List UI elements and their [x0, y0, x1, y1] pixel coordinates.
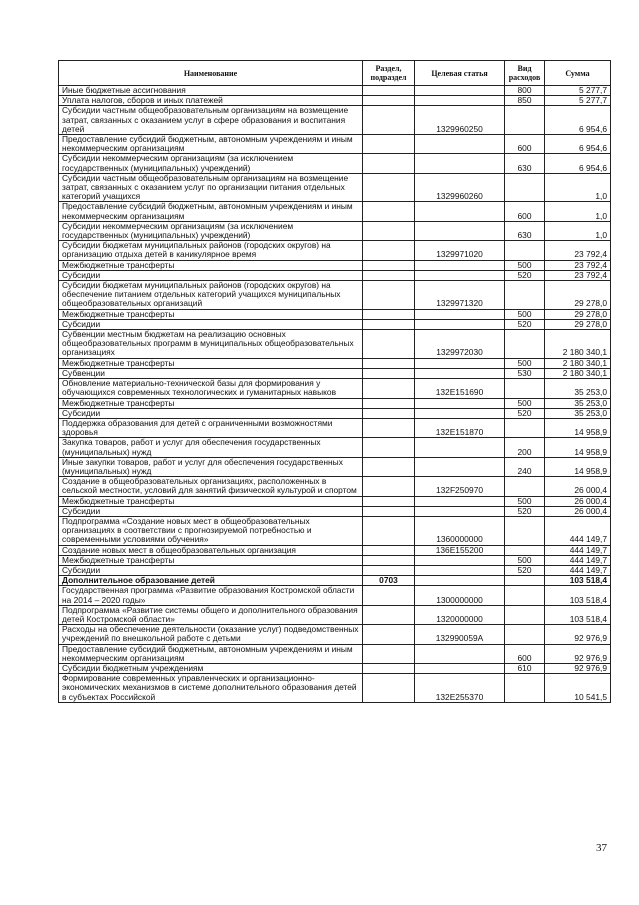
row-section — [363, 644, 415, 663]
table-body — [59, 86, 611, 703]
table-row — [59, 644, 611, 663]
header-sum: Сумма — [545, 61, 611, 86]
row-section — [363, 477, 415, 496]
row-sum: 23 792,4 — [545, 241, 611, 260]
row-expense-type: 240 — [505, 457, 545, 476]
row-name: Субсидии — [59, 319, 363, 329]
row-target-article: 1329960260 — [415, 173, 505, 202]
row-target-article: 1300000000 — [415, 586, 505, 605]
table-row — [59, 516, 611, 545]
row-expense-type: 600 — [505, 202, 545, 221]
row-expense-type: 600 — [505, 135, 545, 154]
table-row — [59, 625, 611, 644]
row-section — [363, 663, 415, 673]
row-expense-type: 500 — [505, 260, 545, 270]
row-expense-type — [505, 106, 545, 135]
row-section — [363, 418, 415, 437]
row-expense-type: 520 — [505, 319, 545, 329]
row-section — [363, 86, 415, 96]
row-expense-type — [505, 605, 545, 624]
row-target-article — [415, 663, 505, 673]
table-row — [59, 674, 611, 703]
table-row — [59, 506, 611, 516]
row-target-article — [415, 86, 505, 96]
row-sum: 1,0 — [545, 202, 611, 221]
row-name: Создание в общеобразовательных организациях, расположенных в сельской местности, условий для занятий физической культурой и спортом — [59, 477, 363, 496]
table-row — [59, 408, 611, 418]
table-row — [59, 368, 611, 378]
row-name: Закупка товаров, работ и услуг для обеспечения государственных (муниципальных) нужд — [59, 438, 363, 457]
row-sum: 23 792,4 — [545, 270, 611, 280]
row-expense-type: 500 — [505, 309, 545, 319]
table-row — [59, 281, 611, 310]
row-target-article — [415, 576, 505, 586]
header-name: Наименование — [59, 61, 363, 86]
row-section — [363, 496, 415, 506]
table-row — [59, 96, 611, 106]
row-section — [363, 555, 415, 565]
row-target-article: 1329960250 — [415, 106, 505, 135]
row-name: Межбюджетные трансферты — [59, 260, 363, 270]
row-sum: 10 541,5 — [545, 674, 611, 703]
row-name: Расходы на обеспечение деятельности (оказание услуг) подведомственных учреждений по внешкольной работе с детьми — [59, 625, 363, 644]
row-expense-type — [505, 586, 545, 605]
table-row — [59, 173, 611, 202]
row-sum: 35 253,0 — [545, 379, 611, 398]
row-section — [363, 379, 415, 398]
row-expense-type — [505, 576, 545, 586]
row-expense-type — [505, 418, 545, 437]
table-row — [59, 496, 611, 506]
row-target-article — [415, 221, 505, 240]
row-name: Субсидии бюджетам муниципальных районов (городских округов) на обеспечение питанием отдельных категорий учащихся муниципальных общеобразовательных организаций — [59, 281, 363, 310]
table-row — [59, 309, 611, 319]
row-name: Дополнительное образование детей — [59, 576, 363, 586]
row-target-article — [415, 135, 505, 154]
row-section — [363, 270, 415, 280]
row-section — [363, 398, 415, 408]
row-expense-type: 600 — [505, 644, 545, 663]
row-sum: 35 253,0 — [545, 408, 611, 418]
row-sum: 103 518,4 — [545, 605, 611, 624]
row-section — [363, 545, 415, 555]
row-name: Предоставление субсидий бюджетным, автономным учреждениям и иным некоммерческим организациям — [59, 202, 363, 221]
row-name: Подпрограмма «Создание новых мест в общеобразовательных организациях в соответствии с прогнозируемой потребностью и современными условиями обучения» — [59, 516, 363, 545]
row-section — [363, 281, 415, 310]
row-section — [363, 565, 415, 575]
row-expense-type: 630 — [505, 221, 545, 240]
row-sum: 444 149,7 — [545, 565, 611, 575]
row-name: Формирование современных управленческих и организационно-экономических механизмов в системе дополнительного образования детей в субъектах Российской — [59, 674, 363, 703]
row-target-article: 132990059A — [415, 625, 505, 644]
table-row — [59, 135, 611, 154]
row-target-article — [415, 565, 505, 575]
row-sum: 103 518,4 — [545, 586, 611, 605]
row-target-article — [415, 309, 505, 319]
row-section — [363, 674, 415, 703]
table-row — [59, 398, 611, 408]
table-row — [59, 221, 611, 240]
row-target-article — [415, 496, 505, 506]
row-name: Межбюджетные трансферты — [59, 398, 363, 408]
row-section — [363, 221, 415, 240]
row-section — [363, 408, 415, 418]
row-expense-type — [505, 281, 545, 310]
table-row — [59, 586, 611, 605]
row-expense-type — [505, 241, 545, 260]
budget-table — [58, 60, 611, 703]
row-name: Обновление материально-технической базы для формирования у обучающихся современных технологических и гуманитарных навыков — [59, 379, 363, 398]
row-target-article — [415, 154, 505, 173]
row-sum: 103 518,4 — [545, 576, 611, 586]
row-expense-type: 500 — [505, 358, 545, 368]
row-sum: 6 954,6 — [545, 106, 611, 135]
table-row — [59, 154, 611, 173]
row-name: Субсидии бюджетным учреждениям — [59, 663, 363, 673]
row-expense-type: 530 — [505, 368, 545, 378]
page-number: 37 — [596, 842, 607, 854]
row-target-article — [415, 260, 505, 270]
row-sum: 29 278,0 — [545, 309, 611, 319]
row-name: Субсидии частным общеобразовательным организациям на возмещение затрат, связанных с оказанием услуг по организации питания отдельных категорий учащихся — [59, 173, 363, 202]
row-sum: 2 180 340,1 — [545, 368, 611, 378]
row-target-article — [415, 438, 505, 457]
row-sum: 26 000,4 — [545, 496, 611, 506]
row-expense-type — [505, 173, 545, 202]
row-name: Межбюджетные трансферты — [59, 358, 363, 368]
row-sum: 26 000,4 — [545, 506, 611, 516]
row-name: Субсидии — [59, 408, 363, 418]
row-expense-type — [505, 477, 545, 496]
row-target-article — [415, 270, 505, 280]
row-sum: 444 149,7 — [545, 545, 611, 555]
row-expense-type: 850 — [505, 96, 545, 106]
header-target-article: Целевая статья — [415, 61, 505, 86]
row-name: Субвенции местным бюджетам на реализацию основных общеобразовательных программ в муниципальных общеобразовательных организациях — [59, 330, 363, 359]
row-name: Субсидии — [59, 506, 363, 516]
table-header-row — [59, 61, 611, 86]
row-section — [363, 438, 415, 457]
row-target-article: 1329972030 — [415, 330, 505, 359]
row-name: Предоставление субсидий бюджетным, автономным учреждениям и иным некоммерческим организациям — [59, 135, 363, 154]
row-section — [363, 625, 415, 644]
table-row — [59, 241, 611, 260]
row-section — [363, 106, 415, 135]
row-name: Субсидии некоммерческим организациям (за исключением государственных (муниципальных) учреждений) — [59, 154, 363, 173]
row-section — [363, 135, 415, 154]
row-expense-type: 630 — [505, 154, 545, 173]
header-expense-type: Вид расходов — [505, 61, 545, 86]
row-target-article: 132E151870 — [415, 418, 505, 437]
row-name: Поддержка образования для детей с ограниченными возможностями здоровья — [59, 418, 363, 437]
table-row — [59, 86, 611, 96]
row-name: Уплата налогов, сборов и иных платежей — [59, 96, 363, 106]
row-expense-type: 520 — [505, 270, 545, 280]
table-row — [59, 477, 611, 496]
row-sum: 2 180 340,1 — [545, 330, 611, 359]
row-name: Иные закупки товаров, работ и услуг для обеспечения государственных (муниципальных) нужд — [59, 457, 363, 476]
table-row — [59, 106, 611, 135]
row-target-article — [415, 457, 505, 476]
row-name: Субсидии бюджетам муниципальных районов (городских округов) на организацию отдыха детей в каникулярное время — [59, 241, 363, 260]
row-target-article: 1329971020 — [415, 241, 505, 260]
row-section — [363, 330, 415, 359]
row-sum: 29 278,0 — [545, 281, 611, 310]
row-section — [363, 309, 415, 319]
row-sum: 444 149,7 — [545, 516, 611, 545]
row-expense-type: 520 — [505, 408, 545, 418]
row-name: Субвенции — [59, 368, 363, 378]
row-section — [363, 173, 415, 202]
row-section — [363, 154, 415, 173]
row-sum: 14 958,9 — [545, 418, 611, 437]
row-name: Межбюджетные трансферты — [59, 309, 363, 319]
row-section — [363, 506, 415, 516]
row-section — [363, 96, 415, 106]
row-target-article: 1360000000 — [415, 516, 505, 545]
row-expense-type: 610 — [505, 663, 545, 673]
row-target-article: 1329971320 — [415, 281, 505, 310]
row-target-article — [415, 555, 505, 565]
row-expense-type — [505, 545, 545, 555]
row-section — [363, 358, 415, 368]
row-target-article — [415, 319, 505, 329]
row-name: Создание новых мест в общеобразовательных организация — [59, 545, 363, 555]
row-sum: 92 976,9 — [545, 663, 611, 673]
row-sum: 35 253,0 — [545, 398, 611, 408]
row-name: Субсидии некоммерческим организациям (за исключением государственных (муниципальных) учреждений) — [59, 221, 363, 240]
table-row — [59, 457, 611, 476]
row-section — [363, 319, 415, 329]
row-sum: 1,0 — [545, 173, 611, 202]
row-expense-type — [505, 330, 545, 359]
row-expense-type: 500 — [505, 555, 545, 565]
row-target-article — [415, 358, 505, 368]
row-expense-type — [505, 379, 545, 398]
row-section — [363, 241, 415, 260]
row-sum: 23 792,4 — [545, 260, 611, 270]
table-row — [59, 605, 611, 624]
row-target-article — [415, 368, 505, 378]
row-sum: 444 149,7 — [545, 555, 611, 565]
row-target-article — [415, 644, 505, 663]
row-section — [363, 586, 415, 605]
table-row — [59, 270, 611, 280]
row-sum: 1,0 — [545, 221, 611, 240]
row-name: Субсидии частным общеобразовательным организациям на возмещение затрат, связанных с оказанием услуг в сфере образования и воспитания детей — [59, 106, 363, 135]
row-target-article: 136E155200 — [415, 545, 505, 555]
row-sum: 5 277,7 — [545, 96, 611, 106]
row-section — [363, 516, 415, 545]
row-name: Предоставление субсидий бюджетным, автономным учреждениям и иным некоммерческим организациям — [59, 644, 363, 663]
row-sum: 2 180 340,1 — [545, 358, 611, 368]
row-target-article — [415, 202, 505, 221]
table-row — [59, 202, 611, 221]
table-row — [59, 379, 611, 398]
row-name: Субсидии — [59, 565, 363, 575]
row-sum: 6 954,6 — [545, 154, 611, 173]
table-row — [59, 576, 611, 586]
row-section — [363, 457, 415, 476]
table-row — [59, 330, 611, 359]
table-row — [59, 545, 611, 555]
row-target-article: 132F250970 — [415, 477, 505, 496]
row-expense-type: 200 — [505, 438, 545, 457]
row-expense-type: 800 — [505, 86, 545, 96]
table-row — [59, 260, 611, 270]
row-target-article: 132E151690 — [415, 379, 505, 398]
row-expense-type: 500 — [505, 398, 545, 408]
row-name: Субсидии — [59, 270, 363, 280]
row-expense-type: 520 — [505, 565, 545, 575]
table-row — [59, 555, 611, 565]
row-target-article — [415, 398, 505, 408]
row-sum: 14 958,9 — [545, 457, 611, 476]
header-section: Раздел, подраздел — [363, 61, 415, 86]
row-section — [363, 202, 415, 221]
table-row — [59, 418, 611, 437]
table-row — [59, 565, 611, 575]
row-expense-type — [505, 516, 545, 545]
table-row — [59, 438, 611, 457]
row-sum: 14 958,9 — [545, 438, 611, 457]
row-sum: 6 954,6 — [545, 135, 611, 154]
row-name: Иные бюджетные ассигнования — [59, 86, 363, 96]
row-expense-type: 500 — [505, 496, 545, 506]
row-name: Государственная программа «Развитие образования Костромской области на 2014 – 2020 годы» — [59, 586, 363, 605]
row-sum: 5 277,7 — [545, 86, 611, 96]
table-row — [59, 358, 611, 368]
row-sum: 29 278,0 — [545, 319, 611, 329]
row-sum: 92 976,9 — [545, 625, 611, 644]
row-name: Межбюджетные трансферты — [59, 496, 363, 506]
row-target-article — [415, 96, 505, 106]
table-row — [59, 319, 611, 329]
row-name: Подпрограмма «Развитие системы общего и дополнительного образования детей Костромской области» — [59, 605, 363, 624]
row-target-article — [415, 408, 505, 418]
row-section — [363, 605, 415, 624]
table-row — [59, 663, 611, 673]
row-expense-type — [505, 674, 545, 703]
row-target-article — [415, 506, 505, 516]
row-section — [363, 368, 415, 378]
row-expense-type — [505, 625, 545, 644]
row-section — [363, 260, 415, 270]
row-sum: 26 000,4 — [545, 477, 611, 496]
row-section: 0703 — [363, 576, 415, 586]
row-target-article: 132E255370 — [415, 674, 505, 703]
row-expense-type: 520 — [505, 506, 545, 516]
row-name: Межбюджетные трансферты — [59, 555, 363, 565]
row-target-article: 1320000000 — [415, 605, 505, 624]
row-sum: 92 976,9 — [545, 644, 611, 663]
